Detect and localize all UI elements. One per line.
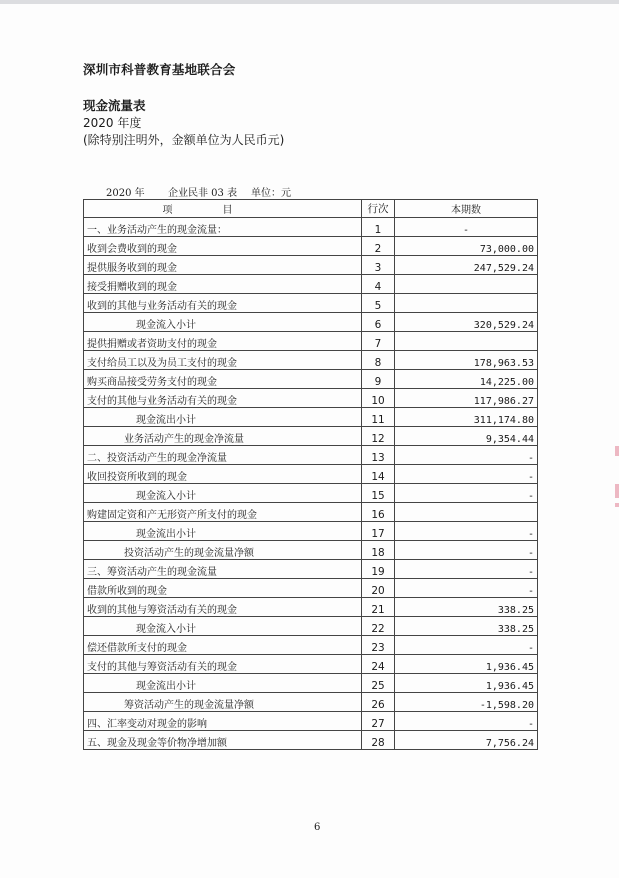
table-row	[84, 712, 538, 731]
table-row	[84, 408, 538, 427]
row-line-number: 5	[362, 294, 395, 313]
row-amount: -	[395, 218, 538, 237]
table-row	[84, 237, 538, 256]
top-bar	[0, 0, 619, 4]
row-line-number: 18	[362, 541, 395, 560]
stamp-mark	[615, 503, 619, 507]
row-item: 支付给员工以及为员工支付的现金	[84, 351, 362, 370]
row-item: 五、现金及现金等价物净增加额	[84, 731, 362, 750]
table-row	[84, 484, 538, 503]
document-title: 现金流量表	[83, 98, 146, 113]
table-row	[84, 560, 538, 579]
row-item: 提供捐赠或者资助支付的现金	[84, 332, 362, 351]
row-line-number: 8	[362, 351, 395, 370]
row-item: 支付的其他与筹资活动有关的现金	[84, 655, 362, 674]
row-amount: -	[395, 484, 538, 503]
row-item: 收到的其他与业务活动有关的现金	[84, 294, 362, 313]
table-row	[84, 731, 538, 750]
row-amount: 73,000.00	[395, 237, 538, 256]
table-row	[84, 522, 538, 541]
row-line-number: 19	[362, 560, 395, 579]
row-amount: -	[395, 712, 538, 731]
row-amount: -	[395, 465, 538, 484]
row-item: 三、筹资活动产生的现金流量	[84, 560, 362, 579]
row-line-number: 17	[362, 522, 395, 541]
row-item: 偿还借款所支付的现金	[84, 636, 362, 655]
row-amount: 320,529.24	[395, 313, 538, 332]
row-line-number: 2	[362, 237, 395, 256]
row-item: 现金流出小计	[84, 522, 362, 541]
table-row	[84, 465, 538, 484]
row-amount: 178,963.53	[395, 351, 538, 370]
table-unit: 单位：元	[251, 188, 291, 199]
row-amount: -1,598.20	[395, 693, 538, 712]
row-line-number: 9	[362, 370, 395, 389]
table-row	[84, 256, 538, 275]
column-header-amount: 本期数	[395, 200, 538, 218]
table-row	[84, 693, 538, 712]
table-row	[84, 636, 538, 655]
row-line-number: 25	[362, 674, 395, 693]
row-item: 四、汇率变动对现金的影响	[84, 712, 362, 731]
row-amount: 338.25	[395, 617, 538, 636]
table-header-row	[84, 200, 538, 218]
row-line-number: 26	[362, 693, 395, 712]
row-line-number: 1	[362, 218, 395, 237]
row-line-number: 16	[362, 503, 395, 522]
row-line-number: 14	[362, 465, 395, 484]
row-amount: -	[395, 579, 538, 598]
table-row	[84, 579, 538, 598]
document-period: 2020 年度	[83, 116, 142, 130]
table-row	[84, 427, 538, 446]
row-line-number: 28	[362, 731, 395, 750]
row-line-number: 12	[362, 427, 395, 446]
row-amount: -	[395, 560, 538, 579]
row-line-number: 3	[362, 256, 395, 275]
table-form-code: 企业民非 03 表	[168, 188, 238, 199]
table-row	[84, 617, 538, 636]
row-line-number: 10	[362, 389, 395, 408]
row-amount	[395, 503, 538, 522]
document-note: (除特别注明外，金额单位为人民币元)	[83, 133, 285, 147]
row-amount: 1,936.45	[395, 674, 538, 693]
table-row	[84, 294, 538, 313]
row-line-number: 23	[362, 636, 395, 655]
table-row	[84, 446, 538, 465]
row-item: 购建固定资和产无形资产所支付的现金	[84, 503, 362, 522]
table-row	[84, 598, 538, 617]
row-item: 筹资活动产生的现金流量净额	[84, 693, 362, 712]
row-item: 支付的其他与业务活动有关的现金	[84, 389, 362, 408]
row-item: 二、投资活动产生的现金净流量	[84, 446, 362, 465]
row-amount: 247,529.24	[395, 256, 538, 275]
table-year: 2020 年	[106, 188, 145, 199]
row-amount: 7,756.24	[395, 731, 538, 750]
table-row	[84, 674, 538, 693]
cash-flow-table	[83, 199, 538, 750]
row-item: 收到会费收到的现金	[84, 237, 362, 256]
row-item: 提供服务收到的现金	[84, 256, 362, 275]
row-item: 现金流出小计	[84, 408, 362, 427]
row-line-number: 20	[362, 579, 395, 598]
table-row	[84, 275, 538, 294]
row-line-number: 27	[362, 712, 395, 731]
row-line-number: 21	[362, 598, 395, 617]
organization-name: 深圳市科普教育基地联合会	[83, 62, 236, 77]
table-row	[84, 541, 538, 560]
row-item: 现金流入小计	[84, 313, 362, 332]
row-amount: -	[395, 446, 538, 465]
table-row	[84, 389, 538, 408]
row-amount: 14,225.00	[395, 370, 538, 389]
row-amount	[395, 332, 538, 351]
row-line-number: 4	[362, 275, 395, 294]
row-item: 接受捐赠收到的现金	[84, 275, 362, 294]
row-item: 一、业务活动产生的现金流量：	[84, 218, 362, 237]
table-row	[84, 655, 538, 674]
table-row	[84, 370, 538, 389]
row-item: 购买商品接受劳务支付的现金	[84, 370, 362, 389]
row-amount: 311,174.80	[395, 408, 538, 427]
row-line-number: 11	[362, 408, 395, 427]
stamp-mark	[615, 446, 619, 456]
row-amount: -	[395, 636, 538, 655]
row-line-number: 22	[362, 617, 395, 636]
column-header-item: 项目	[84, 200, 362, 218]
row-amount: -	[395, 522, 538, 541]
row-item: 投资活动产生的现金流量净额	[84, 541, 362, 560]
row-amount	[395, 275, 538, 294]
column-header-line: 行次	[362, 200, 395, 218]
row-amount: 1,936.45	[395, 655, 538, 674]
row-item: 借款所收到的现金	[84, 579, 362, 598]
row-line-number: 24	[362, 655, 395, 674]
row-item: 收回投资所收到的现金	[84, 465, 362, 484]
row-line-number: 7	[362, 332, 395, 351]
row-amount: 338.25	[395, 598, 538, 617]
row-amount: 9,354.44	[395, 427, 538, 446]
row-amount	[395, 294, 538, 313]
row-line-number: 15	[362, 484, 395, 503]
row-item: 业务活动产生的现金净流量	[84, 427, 362, 446]
table-row	[84, 218, 538, 237]
table-row	[84, 332, 538, 351]
row-line-number: 6	[362, 313, 395, 332]
row-amount: 117,986.27	[395, 389, 538, 408]
table-row	[84, 503, 538, 522]
table-row	[84, 313, 538, 332]
page-number: 6	[314, 822, 321, 833]
row-amount: -	[395, 541, 538, 560]
stamp-mark	[615, 484, 619, 498]
row-item: 现金流入小计	[84, 484, 362, 503]
row-item: 现金流入小计	[84, 617, 362, 636]
row-item: 收到的其他与筹资活动有关的现金	[84, 598, 362, 617]
table-row	[84, 351, 538, 370]
row-item: 现金流出小计	[84, 674, 362, 693]
row-line-number: 13	[362, 446, 395, 465]
